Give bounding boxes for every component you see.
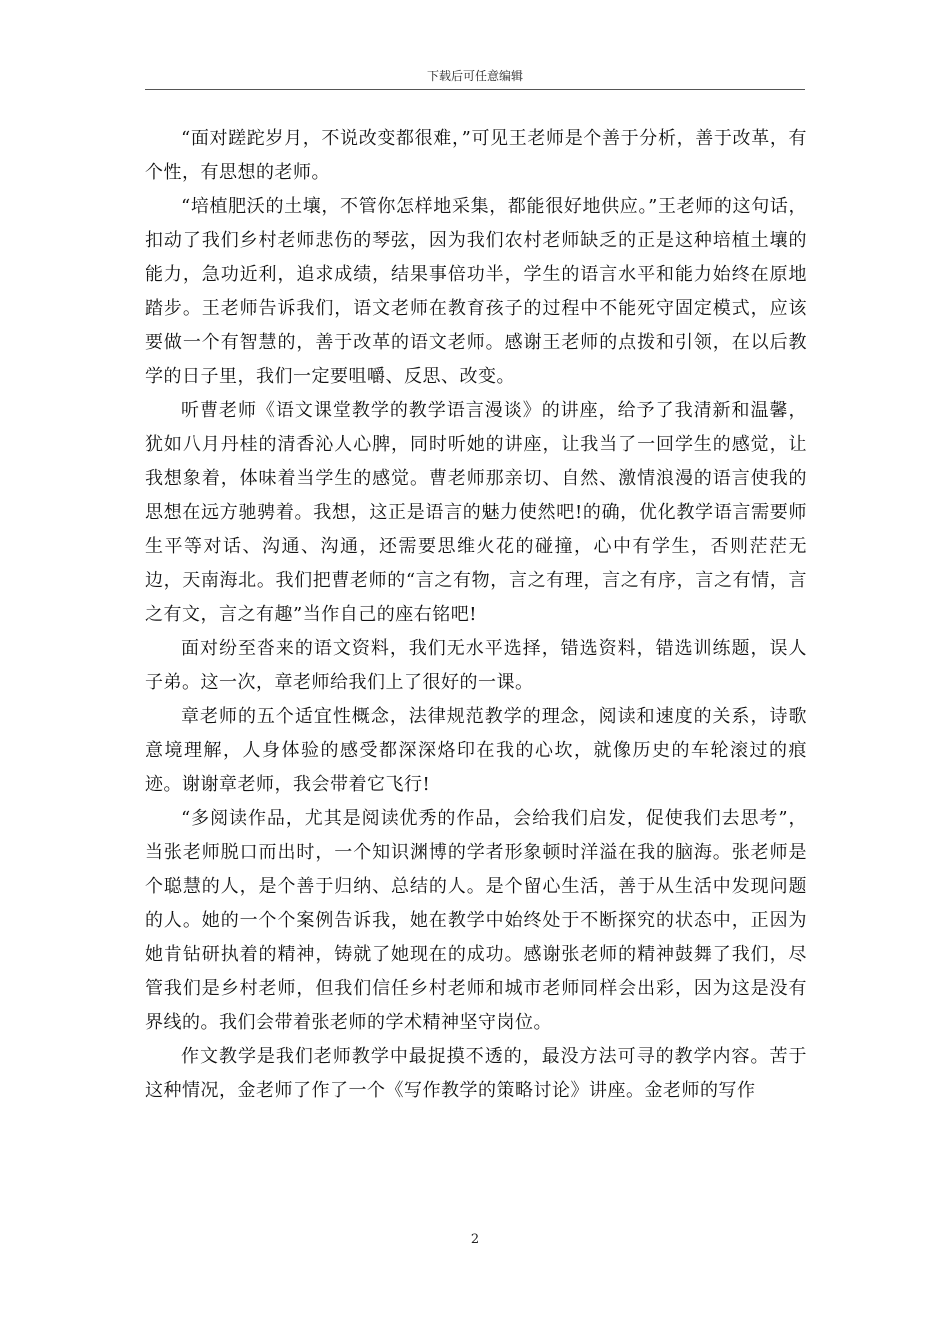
- paragraph: 章老师的五个适宜性概念，法律规范教学的理念，阅读和速度的关系，诗歌意境理解，人身体验的感受都深深烙印在我的心坎，就像历史的车轮滚过的痕迹。谢谢章老师，我会带着它飞行!: [145, 706, 807, 795]
- paragraph: 面对纷至沓来的语文资料，我们无水平选择，错选资料，错选训练题，误人子弟。这一次，章老师给我们上了很好的一课。: [145, 638, 807, 693]
- paragraph: “培植肥沃的土壤，不管你怎样地采集，都能很好地供应。”王老师的这句话，扣动了我们乡村老师悲伤的琴弦，因为我们农村老师缺乏的正是这种培植土壤的能力，急功近利，追求成绩，结果事倍功半，学生的语言水平和能力始终在原地踏步。王老师告诉我们，语文老师在教育孩子的过程中不能死守固定模式，应该要做一个有智慧的，善于改革的语文老师。感谢王老师的点拨和引领，在以后教学的日子里，我们一定要咀嚼、反思、改变。: [145, 196, 807, 387]
- paragraph: “多阅读作品，尤其是阅读优秀的作品，会给我们启发，促使我们去思考”，当张老师脱口而出时，一个知识渊博的学者形象顿时洋溢在我的脑海。张老师是个聪慧的人，是个善于归纳、总结的人。是个留心生活，善于从生活中发现问题的人。她的一个个案例告诉我，她在教学中始终处于不断探究的状态中，正因为她肯钻研执着的精神，铸就了她现在的成功。感谢张老师的精神鼓舞了我们，尽管我们是乡村老师，但我们信任乡村老师和城市老师同样会出彩，因为这是没有界线的。我们会带着张老师的学术精神坚守岗位。: [145, 808, 807, 1033]
- body-text: [145, 122, 807, 1108]
- paragraph: 作文教学是我们老师教学中最捉摸不透的，最没方法可寻的教学内容。苦于这种情况，金老师了作了一个《写作教学的策略讨论》讲座。金老师的写作: [145, 1046, 807, 1101]
- page-number: 2: [470, 1232, 480, 1247]
- page-header: 下载后可任意编辑: [145, 68, 805, 90]
- paragraph: 听曹老师《语文课堂教学的教学语言漫谈》的讲座，给予了我清新和温馨，犹如八月丹桂的清香沁人心脾，同时听她的讲座，让我当了一回学生的感觉，让我想象着，体味着当学生的感觉。曹老师那亲切、自然、激情浪漫的语言使我的思想在远方驰骋着。我想，这正是语言的魅力使然吧!的确，优化教学语言需要师生平等对话、沟通、沟通，还需要思维火花的碰撞，心中有学生，否则茫茫无边，天南海北。我们把曹老师的“言之有物，言之有理，言之有序，言之有情，言之有文，言之有趣”当作自己的座右铭吧!: [145, 400, 807, 625]
- paragraph: “面对蹉跎岁月，不说改变都很难，”可见王老师是个善于分析，善于改革，有个性，有思想的老师。: [145, 128, 807, 183]
